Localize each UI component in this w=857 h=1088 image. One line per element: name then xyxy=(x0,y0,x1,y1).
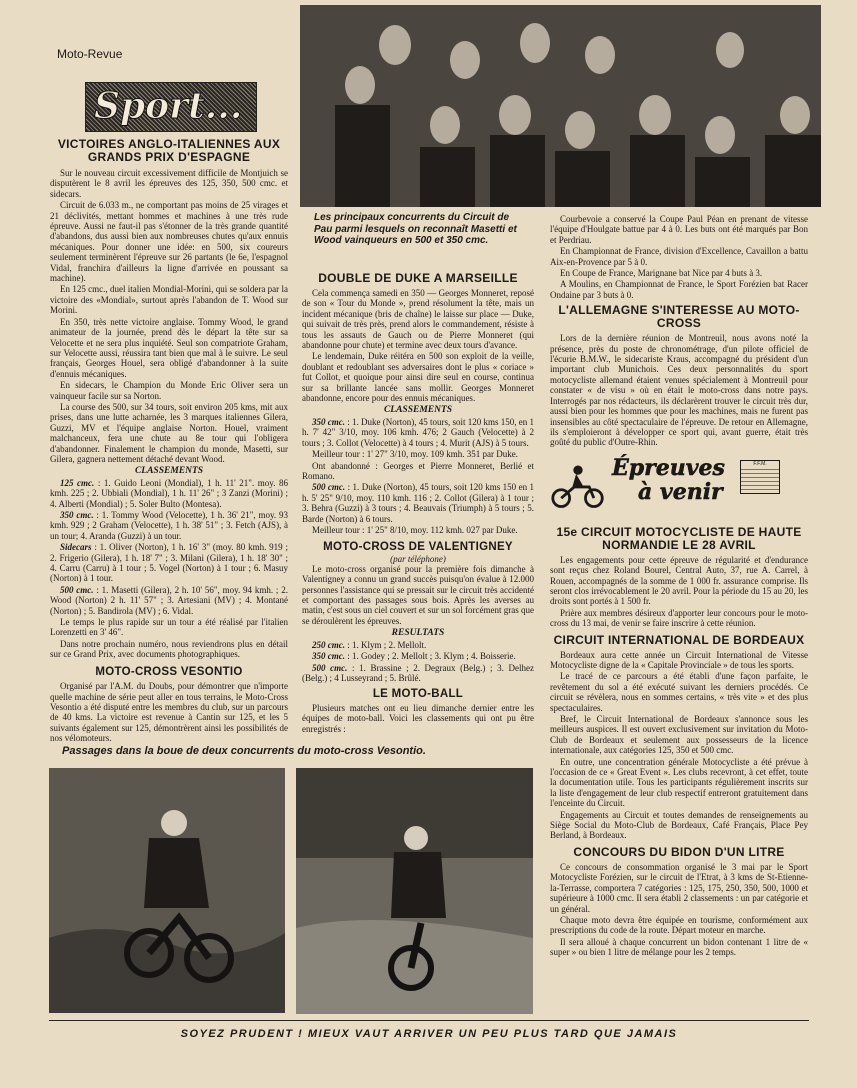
sport-banner xyxy=(85,82,257,132)
paragraph: Il sera alloué à chaque concurrent un bidon contenant 1 litre de « super » ou bien 1 litre de mélange pour les 2 temps. xyxy=(550,936,808,958)
resultat-entry: 500 cmc. : 1. Brassine ; 2. Degraux (Belg.) ; 3. Delhez (Belg.) ; 4 Lusseyrand ; 5. Brûlé. xyxy=(302,662,534,683)
classement-entry: Meilleur tour : 1' 25" 8/10, moy. 112 kmh. 027 par Duke. xyxy=(312,524,518,535)
footer-rule xyxy=(49,1020,809,1021)
top-photo-caption: Les principaux concurrents du Circuit de Pau parmi lesquels on reconnaît Masetti et Wood vainqueurs en 500 et 350 cmc. xyxy=(314,212,517,246)
paragraph: Engagements au Circuit et toutes demandes de renseignements au Siège Social du Moto-Club de Bordeaux, Café Français, Place Pey Berland, à Bordeaux. xyxy=(550,809,808,841)
paragraph: Sur le nouveau circuit excessivement difficile de Montjuich se disputèrent le 8 avril les épreuves des 125, 350, 500 cmc. et sidecars. xyxy=(50,168,288,199)
classement-entry: 500 cmc. : 1. Masetti (Gilera), 2 h. 10' 56", moy. 94 kmh. ; 2. Wood (Norton) 2 h. 11' 57" ; 3. Artesiani (MV) ; 4. Montané (Norton) ; 5. Bandirola (MV) ; 6. Vidal. xyxy=(50,584,288,616)
vesontio-title: MOTO-CROSS VESONTIO xyxy=(95,665,243,678)
paragraph: Cela commença samedi en 350 — Georges Monneret, reposé de son « Tour du Monde », prend résolument la tête, mais un incident mécanique (bris de chaîne) le laisse sur place — Duke, qui suivait de très près, prend alors le commandement, résiste à tous les assauts de Gauch ou de Pierre Monneret (qui abandonne pour chute) et termine avec deux tours d'avance. xyxy=(302,288,534,351)
allemagne-body: Lors de la dernière réunion de Montreuil, nous avons noté la présence, près du poste de chronométrage, d'un pilote officiel de l'écurie B.M.W., le sidecariste Kraus, accompagné du président d'un important club Munichois. Ces deux personnalités du sport motocycliste allemand étaient venues spécialement à Montreuil pour constater « de visu » où en était le moto-cross dans notre pays. Interrogés par nos rédacteurs, ils déclarèrent trouver le circuit très dur, aussi bien pour les hommes que pour les machines, mais ne furent pas insensibles au côté spectaculaire de l'épreuve. De retour en Allemagne, ils s'emploieront à développer ce sport qui, avant guerre, était très goûté du public d'Outre-Rhin. xyxy=(550,333,808,448)
resultat-entry: 250 cmc. : 1. Klym ; 2. Mellolt. xyxy=(312,639,427,650)
bidon-title: CONCOURS DU BIDON D'UN LITRE xyxy=(573,844,785,859)
normandie-title: 15e CIRCUIT MOTOCYCLISTE DE HAUTE NORMANDIE LE 28 AVRIL xyxy=(556,524,802,552)
classement-entry: Ont abandonné : Georges et Pierre Monneret, Berlié et Romano. xyxy=(302,460,534,481)
column-1 xyxy=(50,138,288,745)
footer-slogan: SOYEZ PRUDENT ! MIEUX VAUT ARRIVER UN PEU PLUS TARD QUE JAMAIS xyxy=(180,1028,678,1040)
paragraph: Chaque moto devra être équipée en tourisme, conformément aux prescriptions du code de la route. Départ moteur en marche. xyxy=(550,914,808,936)
paragraph: En 350, très nette victoire anglaise. Tommy Wood, le grand animateur de la journée, prend dès le départ la tête sur sa Velocette et ne sera plus inquiété. Seul son compatriote Graham, sur Velocette aussi, réussira tant bien que mal à le suivre. Le seul français, Georges Houel, sera obligé d'abandonner à la suite d'ennuis mécaniques. xyxy=(50,316,288,379)
epreuves-a-venir-logo xyxy=(550,454,808,524)
classement-entry: Meilleur tour : 1' 27" 3/10, moy. 109 kmh. 351 par Duke. xyxy=(312,449,518,460)
group-photo-icon xyxy=(300,5,821,207)
column-2 xyxy=(302,272,534,735)
paragraph: Dans notre prochain numéro, nous reviendrons plus en détail sur ce Grand Prix, avec documents photographiques. xyxy=(50,638,288,660)
classement-entry: 350 cmc. : 1. Duke (Norton), 45 tours, soit 120 kms 150, en 1 h. 7' 42" 3/10, moy. 106 kmh. 476; 2 Gauch (Velocette) à 2 tours ; 3. Collot (Velocette) à 4 tours ; 4. Murit (AJS) à 5 tours. xyxy=(302,416,534,448)
paragraph: La course des 500, sur 34 tours, soit environ 205 kms, mit aux prises, dans une lutte acharnée, les 3 marques italiennes Gilera, Guzzi, MV et l'équipe anglaise Norton. Houel, vraiment malchanceux, fera une chute au 8e tour qui l'obligera d'abandonner. Finalement le champion du monde, Masetti, sur Gilera, gagnera nettement détaché devant Wood. xyxy=(50,401,288,464)
epreuves-logo-line2: à venir xyxy=(638,478,723,505)
motoball-title: LE MOTO-BALL xyxy=(372,688,464,701)
paragraph: Bordeaux aura cette année un Circuit International de Vitesse Motocycliste digne de la « Capitale Provinciale » de tous les sports. xyxy=(550,649,808,670)
classements-heading: CLASSEMENTS xyxy=(134,466,204,477)
motoball-body: Plusieurs matches ont eu lieu dimanche dernier entre les équipes de moto-ball. Voici les classements qui ont pu être enregistrés : xyxy=(302,702,534,734)
motocross-rider-photo-icon xyxy=(49,768,285,1013)
bottom-photo-left xyxy=(49,768,285,1013)
classement-entry: 125 cmc. : 1. Guido Leoni (Mondial), 1 h. 11' 21". moy. 86 kmh. 225 ; 2. Ubbiali (Mondial), 1 h. 11' 26" ; 3 Zanzi (Morini) ; 4. Alberti (Mondial) ; 5. Soler Bulto (Montesa). xyxy=(50,477,288,509)
magazine-title: Moto-Revue xyxy=(57,47,123,61)
classement-entry: Sidecars : 1. Oliver (Norton), 1 h. 16' 3" (moy. 80 kmh. 919 ; 2. Frigerio (Gilera), 1 h. 18' 7" ; 3. Milani (Gilera), 1 h. 18' 30" ; 4. Carru (Carru) à 1 tour ; 5. Vogel (Norton) à 1 tour ; 6. Masuy (Norton) à 1 tour. xyxy=(50,542,288,584)
top-group-photo xyxy=(300,5,821,207)
paragraph: Bref, le Circuit International de Bordeaux s'annonce sous les meilleurs auspices. Il est ouvert exclusivement sur invitation du Moto-Club de Bordeaux et seulement aux possesseurs de la licence internationale, aux catégories 125, 350 et 500 cmc. xyxy=(550,714,808,756)
duke-classements-heading: CLASSEMENTS xyxy=(383,405,453,416)
motorcycle-rider-icon xyxy=(550,462,606,510)
paragraph: Ce concours de consommation organisé le 3 mai par le Sport Motocycliste Forézien, sur le circuit de l'Etrat, à 3 kms de St-Etienne-la-Terrasse, comportera 7 catégories : 125, 175, 250, 350, 500, 1000 et supérieure à 1000 cmc. Il sera établi 2 classements : un par catégorie et un général. xyxy=(550,861,808,914)
duke-title: DOUBLE DE DUKE A MARSEILLE xyxy=(318,271,518,285)
epreuves-logo-line1: Épreuves xyxy=(612,454,725,481)
paragraph: En Coupe de France, Marignane bat Nice par 4 buts à 3. xyxy=(560,268,763,279)
motocross-mud-photo-icon xyxy=(296,768,533,1014)
paragraph: Prière aux membres désireux d'apporter leur concours pour le moto-cross du 13 mai, de venir se faire inscrire à cette réunion. xyxy=(550,607,808,629)
valentigney-body: Le moto-cross organisé pour la première fois dimanche à Valentigney a connu un grand succès puisqu'on évalue à 12.000 personnes l'assistance qui se pressait sur le circuit très accidenté et comportant des passages sous bois. Après les averses au matin, c'est sous un ciel couvert et sur un sol forcément gras que se déroulèrent les épreuves. xyxy=(302,563,534,626)
allemagne-title: L'ALLEMAGNE S'INTERESSE AU MOTO-CROSS xyxy=(558,303,800,331)
paragraph: Le lendemain, Duke réitéra en 500 son exploit de la veille, doublant et redoublant ses adversaires dont le plus « coriace » fut Collot, et quoique pour ainsi dire seul en course, continua sur sa brillante lancée sans mollir. Georges Monneret abandonne, encore pour des ennuis mécaniques. xyxy=(302,351,534,404)
spain-gp-title: VICTOIRES ANGLO-ITALIENNES AUX GRANDS PRIX D'ESPAGNE xyxy=(57,137,281,164)
calendar-icon xyxy=(740,460,780,494)
column-3 xyxy=(550,214,808,959)
paragraph: Le tracé de ce parcours a été établi d'une façon parfaite, le revêtement du sol a été exécuté suivant les derniers procédés. Ce circuit se révèlera, nous en sommes certains, « très vite » et des plus spectaculaires. xyxy=(550,671,808,713)
paragraph: A Moulins, en Championnat de France, le Sport Forézien bat Racer Ondaine par 3 buts à 0. xyxy=(550,279,808,300)
classement-entry: 350 cmc. : 1. Tommy Wood (Velocette), 1 h. 36' 21", moy. 93 kmh. 929 ; 2 Graham (Velocette), 1 h. 38' 51" ; 3. Fetch (AJS), à un tour; 4. Aranda (Guzzi) à un tour. xyxy=(50,510,288,541)
bordeaux-title: CIRCUIT INTERNATIONAL DE BORDEAUX xyxy=(553,632,805,647)
valentigney-title: MOTO-CROSS DE VALENTIGNEY xyxy=(323,541,513,554)
paragraph: Le temps le plus rapide sur un tour a été réalisé par l'italien Lorenzetti en 3' 46". xyxy=(50,617,288,638)
resultat-entry: 350 cmc. : 1. Godey ; 2. Mellolt ; 3. Klym ; 4. Boisserie. xyxy=(312,651,516,662)
classement-entry: 500 cmc. : 1. Duke (Norton), 45 tours, soit 120 kms 150 en 1 h. 5' 25" 9/10, moy. 110 kmh. 116 ; 2. Collot (Gilera) à 1 tour ; 3. Behra (Guzzi) à 3 tours ; 4. Beauvais (Triumph) à 5 tours ; 5. Barde (Norton) à 6 tours. xyxy=(302,482,535,524)
valentigney-subtitle: (par téléphone) xyxy=(390,553,446,564)
sport-banner-label: Sport... xyxy=(94,85,243,127)
paragraph: En outre, une concentration générale Motocycliste a été prévue à l'occasion de ce « Great Event ». Les clubs recevront, à cet effet, toute la documentation utile. Tous les participants régulièrement inscrits sur la liste d'engagement de leur club respectif entreront gratuitement dans l'enceinte du Circuit. xyxy=(550,756,808,809)
paragraph: En sidecars, le Champion du Monde Eric Oliver sera un vainqueur facile sur sa Norton. xyxy=(50,380,288,401)
resultats-heading: RESULTATS xyxy=(391,628,445,639)
spain-gp-body xyxy=(50,168,288,660)
paragraph: Circuit de 6.033 m., ne comportant pas moins de 25 virages et 21 déclivités, mettant hommes et machines à une très rude épreuve. Aussi ne faut-il pas s'étonner de la très grande quantité d'abandons, dus aussi bien aux nombreuses chutes qu'aux ennuis mécaniques. Pour donner une idée: en 500, six coureurs seulement terminèrent l'épreuve sur 26 partants (le 6e, l'espagnol Vidal, franchira d'ailleurs la ligne d'arrivée en poussant sa machine). xyxy=(50,200,288,284)
paragraph: Les engagements pour cette épreuve de régularité et d'endurance sont reçus chez Roland Bourel, Central Auto, 37, rue A. Carrel, à Rouen, accompagnés de la somme de 1 000 fr. assurance comprise. Ils seront clos irrévocablement le 20 avril. Pour la période du 15 au 20, les droits sont portés à 1 500 fr. xyxy=(550,554,808,607)
bottom-photo-middle xyxy=(296,768,533,1014)
bottom-photos-caption: Passages dans la boue de deux concurrents du moto-cross Vesontio. xyxy=(62,745,426,757)
paragraph: Courbevoie a conservé la Coupe Paul Péan en prenant de vitesse l'équipe d'Houlgate battue par 4 à 0. Les buts ont été marqués par Bon et Perdriau. xyxy=(550,214,808,245)
logo-badge: F.F.M. xyxy=(741,461,779,467)
paragraph: En Championnat de France, division d'Excellence, Cavaillon a battu Aix-en-Provence par 5 à 0. xyxy=(550,246,808,267)
paragraph: En 125 cmc., duel italien Mondial-Morini, qui se soldera par la victoire des «Mondial», surtout après l'abandon de T. Wood sur Morini. xyxy=(50,284,288,316)
vesontio-body: Organisé par l'A.M. du Doubs, pour démontrer que n'importe quelle machine de série peut aller en tous terrains, le Moto-Cross Vesontio a été disputé entre les membres du club, sur un parcours de 40 kms. La victoire est revenue à Cantin sur 125, et les 5 suivants également sur 125, démontrèrent ainsi les possibilités de nos vélomoteurs. xyxy=(50,681,288,744)
